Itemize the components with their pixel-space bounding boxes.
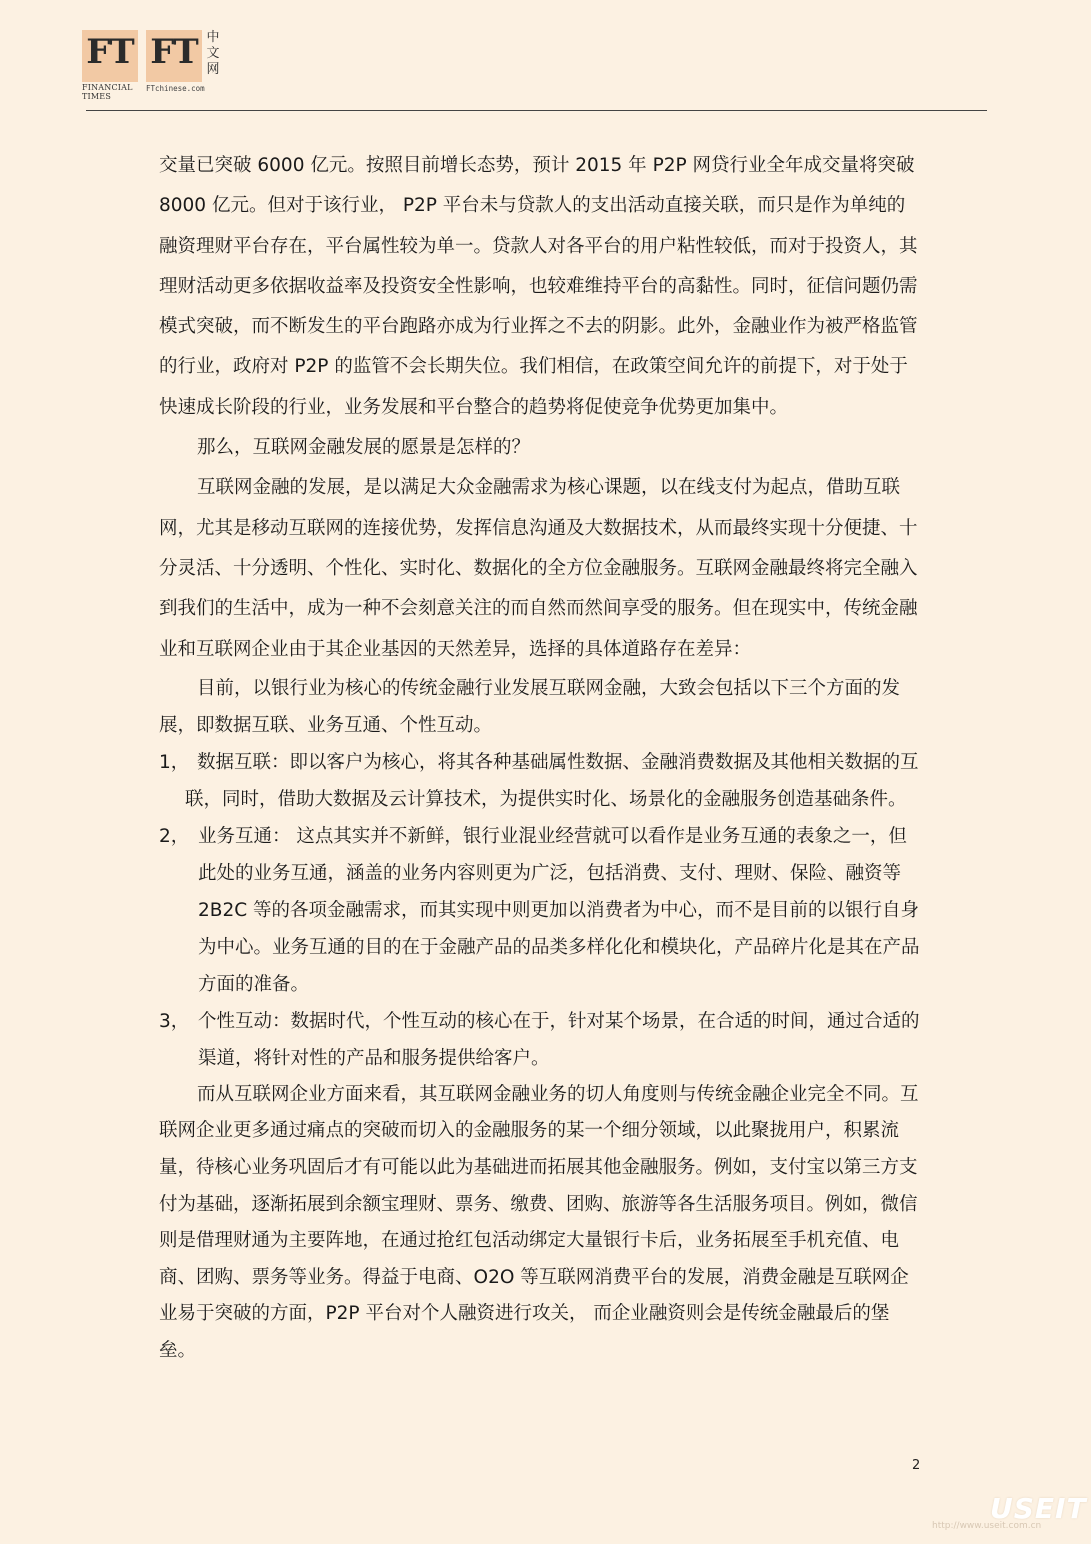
- list-item-number: 1，: [159, 751, 190, 773]
- logo-financial: FINANCIAL: [82, 83, 133, 92]
- document-body: [159, 146, 921, 1370]
- list-item-number: 3，: [159, 1010, 190, 1032]
- ft-logo-text: FT: [86, 32, 134, 72]
- list-item-number: 2，: [159, 825, 190, 847]
- logo-financial-times: [82, 83, 142, 101]
- logo-char: 网: [206, 62, 220, 77]
- list-item-text: 个性互动：数据时代，个性互动的核心在于，针对某个场景，在合适的时间，通过合适的渠道，将针对性的产品和服务提供给客户。: [198, 1010, 920, 1069]
- list-item: [159, 744, 921, 818]
- paragraph: 交量已突破 6000 亿元。按照目前增长态势，预计 2015 年 P2P 网贷行业全年成交量将突破 8000 亿元。但对于该行业， P2P 平台未与贷款人的支出活动直接关联，而只是作为单纯的融资理财平台存在，平台属性较为单一。贷款人对各平台的用户粘性较低，而对于投资人，其理财活动更多依据收益率及投资安全性影响，也较难维持平台的高黏性。同时，征信问题仍需模式突破，而不断发生的平台跑路亦成为行业挥之不去的阴影。此外，金融业作为被严格监管的行业，政府对 P2P 的监管不会长期失位。我们相信，在政策空间允许的前提下，对于处于快速成长阶段的行业，业务发展和平台整合的趋势将促使竞争优势更加集中。: [159, 155, 918, 418]
- paragraph: 而从互联网企业方面来看，其互联网金融业务的切人角度则与传统金融企业完全不同。互联网企业更多通过痛点的突破而切入的金融服务的某一个细分领域，以此聚拢用户，积累流量，待核心业务巩固后才有可能以此为基础进而拓展其他金融服务。例如，支付宝以第三方支付为基础，逐渐拓展到余额宝理财、票务、缴费、团购、旅游等各生活服务项目。例如，微信则是借理财通为主要阵地，在通过抢红包活动绑定大量银行卡后，业务拓展至手机充值、电商、团购、票务等业务。得益于电商、O2O 等互联网消费平台的发展，消费金融是互联网企业易于突破的方面，P2P 平台对个人融资进行攻关， 而企业融资则会是传统金融最后的堡垒。: [159, 1083, 919, 1362]
- logo-char: 文: [206, 46, 220, 61]
- list-item-text: 数据互联：即以客户为核心，将其各种基础属性数据、金融消费数据及其他相关数据的互联，同时，借助大数据及云计算技术，为提供实时化、场景化的金融服务创造基础条件。: [185, 751, 919, 810]
- numbered-list: [159, 744, 921, 1077]
- ft-chinese-logo: [82, 30, 222, 102]
- useit-watermark: [932, 1492, 1090, 1531]
- page-number: 2: [912, 1458, 921, 1473]
- logo-ftchinese-domain: FTchinese.com: [146, 84, 205, 93]
- paragraph: 互联网金融的发展，是以满足大众金融需求为核心课题，以在线支付为起点，借助互联网，尤其是移动互联网的连接优势，发挥信息沟通及大数据技术，从而最终实现十分便捷、十分灵活、十分透明、个性化、实时化、数据化的全方位金融服务。互联网金融最终将完全融入到我们的生活中，成为一种不会刻意关注的而自然而然间享受的服务。但在现实中，传统金融业和互联网企业由于其企业基因的天然差异，选择的具体道路存在差异：: [159, 477, 918, 660]
- ft-logo-box: [82, 30, 138, 82]
- list-item-text: 业务互通： 这点其实并不新鲜，银行业混业经营就可以看作是业务互通的表象之一，但此处的业务互通，涵盖的业务内容则更为广泛，包括消费、支付、理财、保险、融资等 2B2C 等的各项金融需求，而其实现中则更加以消费者为中心，而不是目前的以银行自身为中心。业务互通的目的在于金融产品的品类多样化化和模块化，产品碎片化是其在产品方面的准备。: [198, 825, 920, 995]
- list-item: [159, 818, 921, 1003]
- ft-chinese-logo-box: [146, 30, 202, 82]
- paragraph: 那么，互联网金融发展的愿景是怎样的？: [197, 437, 531, 459]
- list-item: [159, 1003, 921, 1077]
- watermark-url: http://www.useit.com.cn: [932, 1521, 1042, 1531]
- logo-char: 中: [206, 30, 220, 45]
- closing-section: [159, 1077, 921, 1370]
- watermark-logo-text: USEIT: [990, 1492, 1087, 1525]
- header-divider: [86, 110, 987, 111]
- logo-chinese-characters: [205, 30, 221, 78]
- paragraph: 目前，以银行业为核心的传统金融行业发展互联网金融，大致会包括以下三个方面的发展，即数据互联、业务互通、个性互动。: [159, 677, 901, 736]
- logo-times: TIMES: [82, 92, 112, 101]
- ft-chinese-logo-text: FT: [150, 32, 198, 72]
